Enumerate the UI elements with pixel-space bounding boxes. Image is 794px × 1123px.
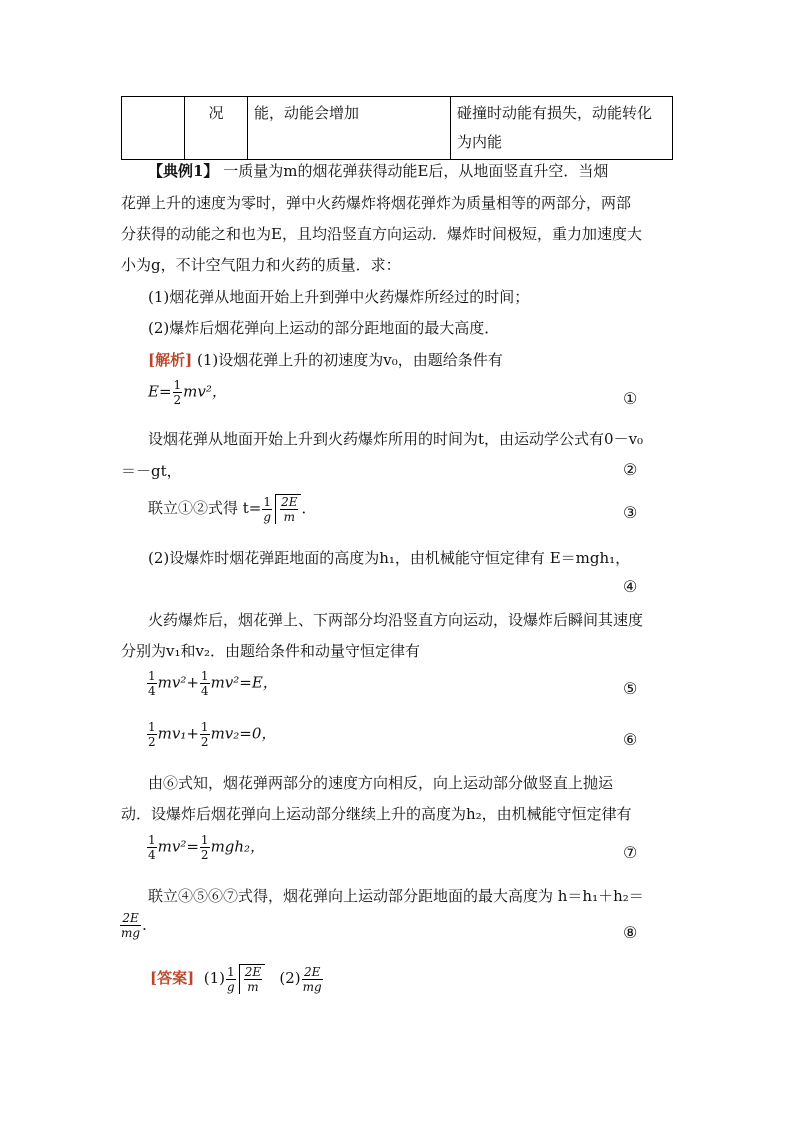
example-line-4: 小为g，不计空气阻力和火药的质量．求：	[121, 256, 401, 274]
equation-5: $\frac{1}{4}$ mv²+ $\frac{1}{4}$ mv²=E，	[148, 669, 278, 698]
answer-tag: [答案]	[150, 969, 195, 987]
mark-2: ②	[623, 460, 638, 479]
mark-1: ①	[623, 389, 638, 408]
analysis-line-5b: 分别为v₁和v₂．由题给条件和动量守恒定律有	[121, 642, 420, 660]
example-line-1: 【典例1】 一质量为m的烟花弹获得动能E后，从地面竖直升空．当烟	[148, 162, 609, 180]
analysis-line-7: 联立④⑤⑥⑦式得，烟花弹向上运动部分距地面的最大高度为 h＝h₁＋h₂＝	[148, 887, 644, 905]
analysis-line-6b: 动．设爆炸后烟花弹向上运动部分继续上升的高度为h₂，由机械能守恒定律有	[121, 805, 632, 823]
analysis-line-6a: 由⑥式知，烟花弹两部分的速度方向相反，向上运动部分做竖直上抛运	[148, 774, 614, 792]
example-line-3: 分获得的动能之和也为E，且均沿竖直方向运动．爆炸时间极短，重力加速度大	[121, 225, 642, 243]
mark-4: ④	[623, 577, 638, 596]
equation-7: $\frac{1}{4}$ mv²= $\frac{1}{2}$ mgh₂，	[148, 833, 266, 862]
mark-5: ⑤	[623, 679, 638, 698]
example-label: 【典例1】	[148, 162, 219, 180]
equation-3: 联立①②式得 t= $\frac{1}{g}$ $\frac{2E}{m}$ ．	[148, 494, 317, 524]
analysis-line-2a: 设烟花弹从地面开始上升到火药爆炸所用的时间为t，由运动学公式有0－v₀	[148, 430, 644, 448]
analysis-tag: [解析]	[148, 351, 193, 369]
analysis-line-4: (2)设爆炸时烟花弹距地面的高度为h₁，由机械能守恒定律有 E＝mgh₁，	[148, 549, 631, 567]
equation-8: $\frac{2E}{mg}$ ．	[121, 911, 158, 940]
answer-line: [答案] (1) $\frac{1}{g}$ $\frac{2E}{m}$ (2) $\frac{2E}{mg}$	[150, 964, 322, 994]
analysis-line-2b: ＝－gt，	[121, 462, 182, 480]
mark-7: ⑦	[623, 843, 638, 862]
analysis-line-5a: 火药爆炸后，烟花弹上、下两部分均沿竖直方向运动，设爆炸后瞬间其速度	[148, 611, 644, 629]
top-table	[121, 96, 673, 160]
table-cell-mid: 况	[185, 97, 248, 160]
example-line-2: 花弹上升的速度为零时，弹中火药爆炸将烟花弹炸为质量相等的两部分，两部	[121, 194, 632, 212]
table-cell-a: 能，动能会增加	[248, 97, 451, 160]
table-cell-b: 碰撞时动能有损失，动能转化 为内能	[451, 97, 673, 160]
equation-1: E= $\frac{1}{2}$ mv²，	[148, 378, 227, 407]
mark-3: ③	[623, 503, 638, 522]
question-2: (2)爆炸后烟花弹向上运动的部分距地面的最大高度．	[148, 319, 500, 337]
mark-8: ⑧	[623, 923, 638, 942]
mark-6: ⑥	[623, 730, 638, 749]
equation-6: $\frac{1}{2}$ mv₁+ $\frac{1}{2}$ mv₂=0，	[148, 720, 277, 749]
question-1: (1)烟花弹从地面开始上升到弹中火药爆炸所经过的时间；	[148, 288, 530, 306]
table-cell-empty	[122, 97, 185, 160]
analysis-line-1: [解析] (1)设烟花弹上升的初速度为v₀，由题给条件有	[148, 351, 503, 369]
